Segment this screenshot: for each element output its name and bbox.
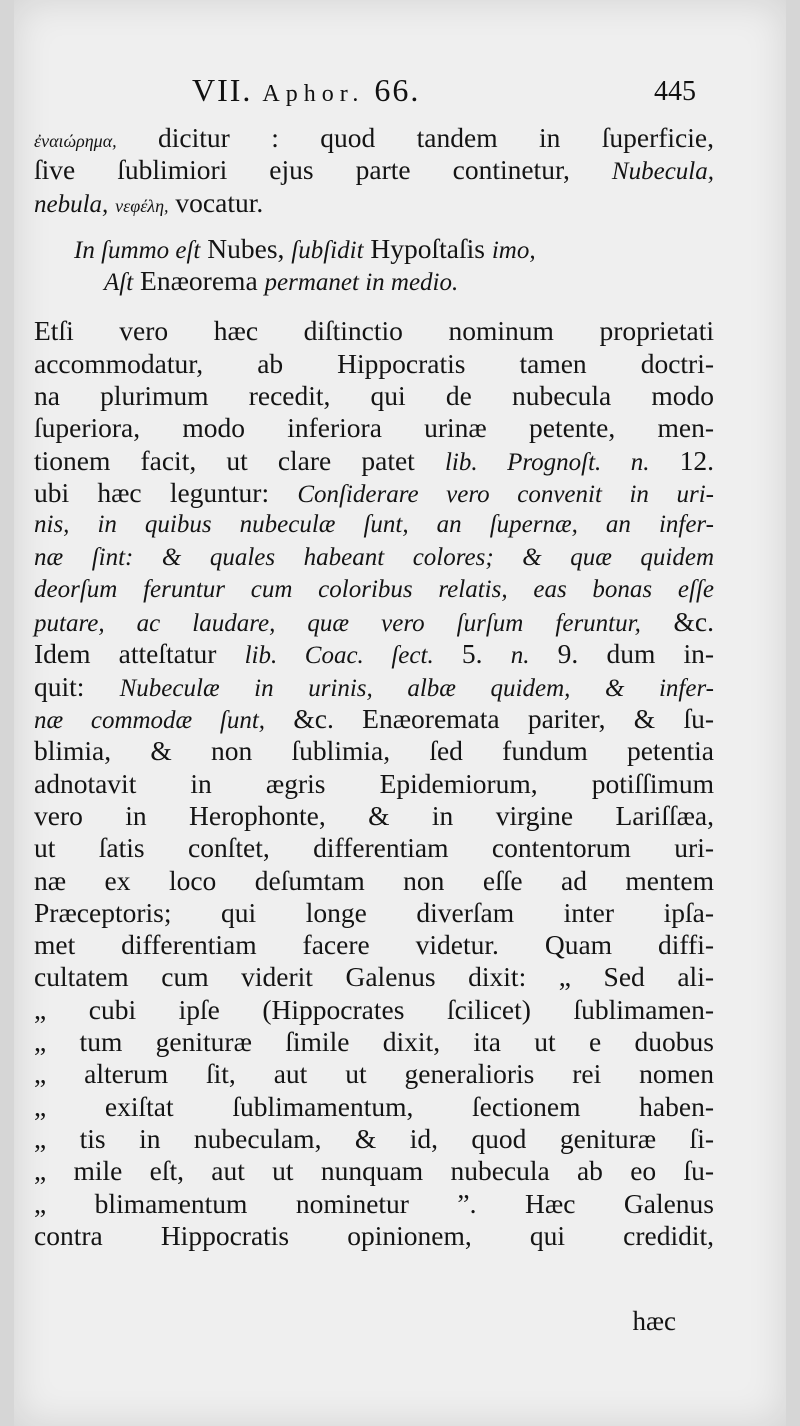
text-line: vero in Herophonte, & in virgine Lariſſæa, (34, 799, 714, 831)
text-line: Præceptoris; qui longe diverſam inter ipſa- (34, 896, 714, 928)
text-span: Hypoſtaſis (370, 232, 485, 264)
text-line (34, 477, 714, 509)
text-line (34, 606, 714, 638)
text-line: adnotavit in ægris Epidemiorum, potiſſimum (34, 767, 714, 799)
verse-line (34, 265, 714, 297)
text-line: „ alterum ſit, aut ut generalioris rei nomen (34, 1058, 714, 1090)
text-line: na plurimum recedit, qui de nubecula modo (34, 380, 714, 412)
text-line: contra Hippocratis opinionem, qui credidit, (34, 1219, 714, 1251)
aphorism-number: 66. (374, 72, 421, 108)
book-page (14, 0, 786, 1426)
text-span: 9. dum in- (557, 638, 715, 670)
text-line: ut ſatis conſtet, differentiam contentorum uri- (34, 832, 714, 864)
text-span: vocatur. (175, 186, 264, 218)
body-text (34, 122, 714, 1252)
paragraph-2 (34, 315, 714, 1252)
text-span: dicitur : quod tandem in ſuperficie, (158, 122, 714, 153)
italic-term: Nubecula, (611, 158, 714, 186)
text-line (34, 671, 714, 703)
greek-word: νεφέλη, (115, 195, 169, 216)
citation: lib. Prognoſt. n. (444, 448, 650, 476)
text-span: Enæorema (140, 265, 258, 297)
text-span: ſive ſublimiori ejus parte continetur, (34, 154, 570, 186)
italic-quote: Conſiderare vero convenit in uri- (297, 480, 714, 508)
text-line: næ ſint: & quales habeant colores; & quæ quidem (34, 543, 714, 571)
running-header (14, 72, 786, 112)
text-line: met differentiam facere videtur. Quam diffi- (34, 929, 714, 961)
italic-quote: putare, ac laudare, quæ vero ſurſum feruntur, (34, 610, 641, 638)
aphorism-label: Aphor. (262, 81, 365, 107)
text-span: tionem facit, ut clare patet (34, 444, 415, 476)
text-line: „ tis in nubeculam, & id, quod genituræ ſi- (34, 1122, 714, 1154)
text-line: blimia, & non ſublimia, ſed fundum petentia (34, 735, 714, 767)
text-line (34, 445, 714, 477)
italic-term: permanet in medio. (264, 269, 459, 297)
text-line: ſuperiora, modo inferiora urinæ petente, men- (34, 412, 714, 444)
text-span: ubi hæc leguntur: (34, 476, 270, 508)
running-title (192, 72, 420, 109)
text-line: cultatem cum viderit Galenus dixit: „ Sed ali- (34, 961, 714, 993)
text-span: Nubes, (207, 232, 285, 264)
italic-term: ſubſidit (291, 236, 364, 264)
text-line (34, 122, 714, 154)
italic-term: In ſummo eſt (74, 236, 201, 264)
chapter-number: VII. (192, 72, 253, 108)
text-line (34, 638, 714, 670)
verse-quote (34, 233, 714, 298)
text-line: nis, in quibus nubeculæ ſunt, an ſupernæ, an infer- (34, 511, 714, 539)
citation: n. (510, 642, 530, 670)
text-line: „ mile eſt, aut ut nunquam nubecula ab eo ſu- (34, 1155, 714, 1187)
italic-term: imo, (491, 236, 536, 264)
citation: lib. Coac. ſect. (244, 642, 434, 670)
verse-line (34, 233, 714, 265)
greek-word: ἐναιώρημα, (34, 131, 117, 151)
page-number: 445 (654, 76, 696, 107)
text-span: Idem atteſtatur (34, 638, 217, 670)
text-span: &c. Enæoremata pariter, & ſu- (293, 703, 714, 735)
text-line: „ cubi ipſe (Hippocrates ſcilicet) ſublimamen- (34, 993, 714, 1025)
text-line: deorſum feruntur cum coloribus relatis, eas bonas eſſe (34, 575, 714, 603)
text-line: accommodatur, ab Hippocratis tamen doctri- (34, 347, 714, 379)
text-line (34, 154, 714, 186)
text-line: næ ex loco deſumtam non eſſe ad mentem (34, 864, 714, 896)
catchword: hæc (632, 1306, 676, 1336)
text-span: quit: (34, 670, 85, 702)
paragraph-1 (34, 122, 714, 219)
text-line: „ tum genituræ ſimile dixit, ita ut e duobus (34, 1026, 714, 1058)
text-line: „ blimamentum nominetur ”. Hæc Galenus (34, 1187, 714, 1219)
text-line (34, 703, 714, 735)
text-line (34, 187, 714, 219)
text-span: 12. (679, 444, 715, 476)
text-span: 5. (461, 638, 483, 670)
text-span: &c. (673, 606, 714, 638)
text-line: „ exiſtat ſublimamentum, ſectionem haben- (34, 1090, 714, 1122)
italic-term: Aſt (104, 269, 134, 297)
italic-quote: næ commodæ ſunt, (34, 707, 266, 735)
italic-term: nebula, (34, 190, 109, 218)
text-line: Etſi vero hæc diſtinctio nominum proprietati (34, 315, 714, 347)
italic-quote: Nubeculæ in urinis, albæ quidem, & infer- (119, 674, 715, 702)
